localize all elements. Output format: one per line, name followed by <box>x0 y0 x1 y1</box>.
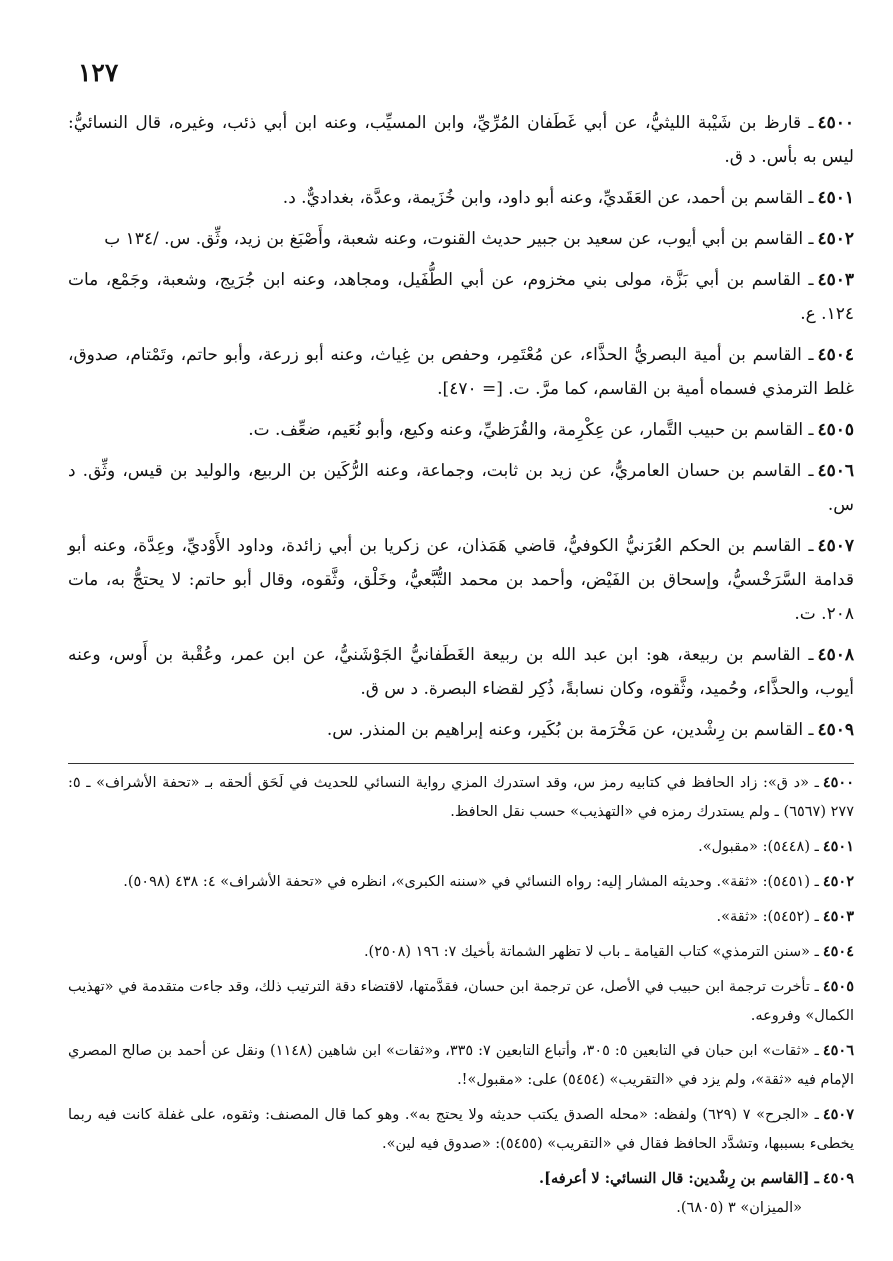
entry-text: ـ القاسم بن الحكم العُرَنيُّ الكوفيُّ، قاضي هَمَذان، عن زكريا بن أبي زائدة، وداود الأَوْديِّ، وعِدَّة، وعنه أبو قدامة السَّرَخْسيُّ، وإسحاق بن الفَيْض، وأحمد بن محمد التُّبَّعيُّ، وخَلْق، وثَّقوه، وقال أبو حاتم: لا يحتجُّ به، مات ٢٠٨. ت. <box>68 536 854 624</box>
entry-number: ٤٥٠٥ <box>817 420 854 440</box>
footnote <box>68 832 854 862</box>
footnote-text: ـ (٥٤٥١): «ثقة». وحديثه المشار إليه: رواه النسائي في «سننه الكبرى»، انظره في «تحفة الأشراف» ٤: ٤٣٨ (٥٠٩٨). <box>123 874 819 890</box>
footnote-number: ٤٥٠٣ <box>822 908 854 925</box>
footnote <box>68 937 854 967</box>
footnote-number: ٤٥٠٦ <box>822 1042 854 1059</box>
main-text <box>68 106 854 754</box>
entry-text: ـ القاسم بن رِشْدين، عن مَخْرَمة بن بُكَير، وعنه إبراهيم بن المنذر. س. <box>326 720 814 740</box>
entry-text: ـ القاسم بن حسان العامريُّ، عن زيد بن ثابت، وجماعة، وعنه الرُّكَين بن الربيع، والوليد بن قيس، وثِّق. د س. <box>68 461 854 515</box>
entry <box>68 454 854 522</box>
footnote-number: ٤٥٠٩ <box>822 1170 854 1187</box>
footnote <box>68 1164 854 1223</box>
entry-text: ـ القاسم بن أبي أيوب، عن سعيد بن جبير حديث القنوت، وعنه شعبة، وأَصْبَغ بن زيد، وثِّق. س. /١٣٤ ب <box>104 229 814 249</box>
entry-text: ـ القاسم بن أحمد، عن العَقَديِّ، وعنه أبو داود، وابن خُزَيمة، وعدَّة، بغداديٌّ. د. <box>282 188 814 208</box>
footnote <box>68 1100 854 1159</box>
footnote-number: ٤٥٠٤ <box>822 943 854 960</box>
entry-number: ٤٥٠٩ <box>817 720 854 740</box>
footnote <box>68 1036 854 1095</box>
entry <box>68 263 854 331</box>
entry-text: ـ قارظ بن شَيْبة الليثيُّ، عن أبي غَطَفان المُرِّيِّ، وابن المسيِّب، وعنه ابن أبي ذئب، وغيره، قال النسائيُّ: ليس به بأس. د ق. <box>68 113 854 167</box>
entry-text: ـ القاسم بن حبيب التَّمار، عن عِكْرِمة، والقُرَظيِّ، وعنه وكيع، وأبو نُعَيم، ضعِّف. ت. <box>248 420 814 440</box>
footnote-text: ـ «د ق»: زاد الحافظ في كتابيه رمز س، وقد استدرك المزي رواية النسائي للحديث في لَحَق ألحقه بـ «تحفة الأشراف» ـ ٥: ٢٧٧ (٦٥٦٧) ـ ولم يستدرك رمزه في «التهذيب» حسب نقل الحافظ. <box>68 775 854 820</box>
footnote-text: ـ «ثقات» ابن حبان في التابعين ٥: ٣٠٥، وأتباع التابعين ٧: ٣٣٥، و«ثقات» ابن شاهين (١١٤٨) ونقل عن أحمد بن صالح المصري الإمام فيه «ثقة»، ولم يزد في «التقريب» (٥٤٥٤) على: «مقبول»!. <box>68 1043 854 1088</box>
footnote-divider <box>68 763 854 764</box>
entry-number: ٤٥٠٠ <box>817 113 854 133</box>
footnote <box>68 972 854 1031</box>
footnote <box>68 902 854 932</box>
footnote <box>68 768 854 827</box>
entry <box>68 413 854 447</box>
footnote-text: ـ تأخرت ترجمة ابن حبيب في الأصل، عن ترجمة ابن حسان، فقدَّمتها، لاقتضاء دقة الترتيب ذلك، وقد جاءت متقدمة في «تهذيب الكمال» وفروعه. <box>68 979 854 1024</box>
entry-number: ٤٥٠٧ <box>817 536 854 556</box>
footnote-number: ٤٥٠١ <box>822 838 854 855</box>
page-number: ١٢٧ <box>78 58 119 87</box>
entry-text: ـ القاسم بن أبي بَزَّة، مولى بني مخزوم، عن أبي الطُّفَيل، ومجاهد، وعنه ابن جُرَيج، وشعبة، وجَمْع، مات ١٢٤. ع. <box>68 270 854 324</box>
footnote-number: ٤٥٠٢ <box>822 873 854 890</box>
footnote-number: ٤٥٠٧ <box>822 1106 854 1123</box>
entry-number: ٤٥٠١ <box>817 188 854 208</box>
entry <box>68 638 854 706</box>
footnote-text: ـ «سنن الترمذي» كتاب القيامة ـ باب لا تظهر الشماتة بأخيك ٧: ١٩٦ (٢٥٠٨). <box>363 944 819 960</box>
entry <box>68 713 854 747</box>
entry-number: ٤٥٠٦ <box>817 461 854 481</box>
footnote-number: ٤٥٠٥ <box>822 978 854 995</box>
entry-number: ٤٥٠٨ <box>817 645 854 665</box>
entry-number: ٤٥٠٢ <box>817 229 854 249</box>
entry <box>68 222 854 256</box>
entry <box>68 106 854 174</box>
entry-text: ـ القاسم بن أمية البصريُّ الحذَّاء، عن مُعْتَمِر، وحفص بن غِياث، وعنه أبو زرعة، وأبو حاتم، وتَمْتام، صدوق، غلط الترمذي فسماه أمية بن القاسم، كما مرَّ. ت. [= ٤٧٠]. <box>68 345 854 399</box>
footnotes <box>68 768 854 1228</box>
footnote-number: ٤٥٠٠ <box>822 774 854 791</box>
entry-number: ٤٥٠٤ <box>817 345 854 365</box>
entry <box>68 529 854 631</box>
footnote-text: ـ [القاسم بن رِشْدين: قال النسائي: لا أعرفه]. <box>539 1170 819 1187</box>
footnote-text: ـ (٥٤٥٢): «ثقة». <box>716 909 819 925</box>
footnote-text: ـ «الجرح» ٧ (٦٢٩) ولفظه: «محله الصدق يكتب حديثه ولا يحتج به». وهو كما قال المصنف: وثقوه، على غفلة كانت فيه ربما يخطىء بسببها، وتشدَّد الحافظ فقال في «التقريب» (٥٤٥٥): «صدوق فيه لين». <box>68 1107 854 1152</box>
entry-number: ٤٥٠٣ <box>817 270 854 290</box>
footnote-text: ـ (٥٤٤٨): «مقبول». <box>698 839 819 855</box>
footnote <box>68 867 854 897</box>
entry <box>68 181 854 215</box>
entry <box>68 338 854 406</box>
entry-text: ـ القاسم بن ربيعة، هو: ابن عبد الله بن ربيعة الغَطَفانيُّ الجَوْشَنيُّ، عن ابن عمر، وعُقْبة بن أَوس، وعنه أيوب، والحذَّاء، وحُميد، وثَّقوه، وكان نسابةً، ذُكِر لقضاء البصرة. د س ق. <box>68 645 854 699</box>
footnote-source: «الميزان» ٣ (٦٨٠٥). <box>676 1200 802 1216</box>
